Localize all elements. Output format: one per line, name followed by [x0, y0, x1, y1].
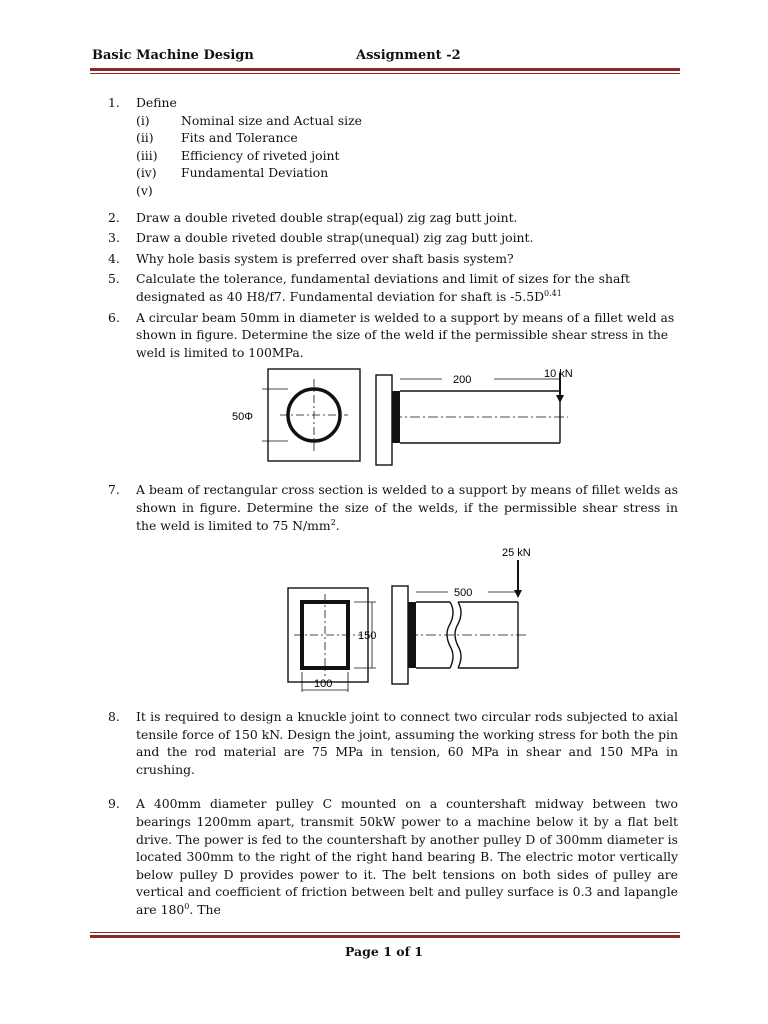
question-text: A circular beam 50mm in diameter is welded to a support by means of a fillet weld as shown in figure. Determine the size of the weld if the permissible shear stress in the weld is limited to 100MPa. [136, 309, 675, 360]
course-title: Basic Machine Design [92, 48, 254, 63]
question-number: 5. [108, 271, 120, 287]
length-label: 200 [453, 374, 472, 387]
question-number: 7. [108, 482, 120, 498]
load-label: 25 kN [502, 547, 531, 560]
load-label: 10 kN [544, 368, 573, 381]
question-number: 2. [108, 209, 120, 225]
question-text: A 400mm diameter pulley C mounted on a countershaft midway between two bearings 1200mm apart, transmit 50kW power to a machine below it by a flat belt drive. The power is fed to the countershaft by another pulley D of 300mm diameter is located 300mm to the right of the right hand bearing B. The electric motor vertically below pulley D provides power to it. The belt tensions on both sides of pulley are vertical and coefficient of friction between belt and pulley surface is 0.3 and lapangle are $180^0$. The [136, 796, 678, 918]
question-2 [108, 209, 678, 227]
load-arrow [556, 395, 564, 403]
footer-rule-thick [90, 935, 680, 938]
question-text: Define [136, 95, 177, 110]
footer-rule-thin [90, 932, 680, 933]
page-number: Page 1 of 1 [344, 944, 424, 959]
question-text: Draw a double riveted double strap(unequal) zig zag butt joint. [136, 230, 534, 246]
sub-item: (iv) Fundamental Deviation [136, 165, 329, 181]
question-number: 6. [108, 309, 120, 325]
width-label: 100 [314, 678, 333, 691]
question-4 [108, 250, 678, 268]
assignment-title: Assignment -2 [356, 48, 461, 63]
question-1 [108, 94, 678, 200]
question-6 [108, 309, 678, 362]
question-9 [108, 795, 678, 918]
sub-item: (v) [136, 182, 153, 198]
support-plate-side [376, 375, 392, 465]
question-text: Why hole basis system is preferred over shaft basis system? [136, 250, 514, 266]
diameter-label: 50Φ [232, 411, 254, 424]
question-5 [108, 270, 678, 305]
question-text: Draw a double riveted double strap(equal) zig zag butt joint. [136, 209, 518, 225]
figure-rectangular-beam [108, 544, 678, 694]
question-list [108, 94, 678, 919]
question-7 [108, 481, 678, 534]
load-arrow [514, 590, 522, 598]
question-text: It is required to design a knuckle joint to connect two circular rods subjected to axial tensile force of 150 kN. Design the joint, assuming the working stress for both the pin and the rod material are 75 MPa in tension, 60 MPa in shear and 150 MPa in crushing. [136, 709, 678, 777]
header-rule-thin [90, 73, 680, 74]
header-rule-thick [90, 68, 680, 71]
height-label: 150 [358, 630, 377, 643]
length-label: 500 [454, 587, 473, 600]
question-8 [108, 708, 678, 778]
question-number: 1. [108, 95, 120, 110]
page-header [92, 46, 682, 66]
question-number: 8. [108, 709, 120, 725]
question-number: 3. [108, 230, 120, 246]
question-number: 9. [108, 796, 120, 812]
question-number: 4. [108, 250, 120, 266]
question-3 [108, 229, 678, 247]
support-plate-side [392, 586, 408, 684]
figure-circular-beam [108, 365, 678, 475]
sub-item: (iii) Efficiency of riveted joint [136, 147, 340, 163]
question-text: A beam of rectangular cross section is welded to a support by means of fillet welds as shown in figure. Determine the size of the welds, if the permissible shear stress in the weld is limited to 75 $N/mm^2$. [136, 482, 678, 533]
sub-item: (ii) Fits and Tolerance [136, 130, 298, 146]
sub-item: (i) Nominal size and Actual size [136, 112, 362, 128]
question-text: Calculate the tolerance, fundamental deviations and limit of sizes for the shaft designated as 40 H8/f7. Fundamental deviation for shaft is $-5.5D^{0.41}$ [136, 271, 630, 304]
